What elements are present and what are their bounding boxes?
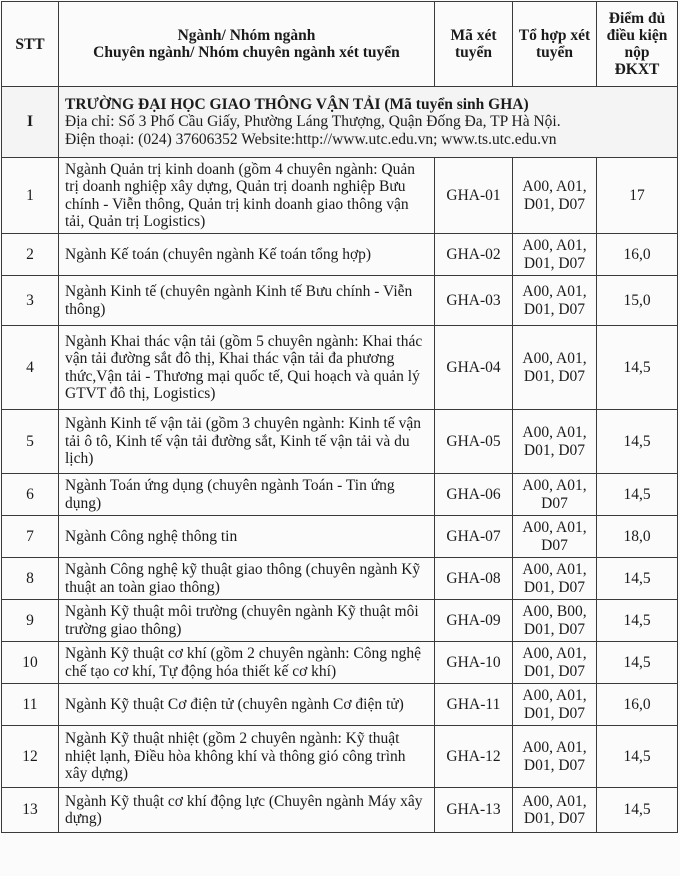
row-subject-combination: A00, A01, D01, D07 bbox=[513, 410, 597, 474]
row-min-score: 14,5 bbox=[597, 642, 678, 684]
row-major-description: Ngành Kỹ thuật môi trường (chuyên ngành Kỹ thuật môi trường giao thông) bbox=[59, 600, 435, 642]
row-stt: 9 bbox=[2, 600, 59, 642]
row-major-description: Ngành Kinh tế (chuyên ngành Kinh tế Bưu chính - Viễn thông) bbox=[59, 276, 435, 326]
table-row bbox=[2, 516, 678, 558]
school-row bbox=[2, 87, 678, 158]
row-stt: 2 bbox=[2, 234, 59, 276]
table-row bbox=[2, 234, 678, 276]
row-stt: 5 bbox=[2, 410, 59, 474]
header-major-line2: Chuyên ngành/ Nhóm chuyên ngành xét tuyển bbox=[93, 44, 400, 61]
row-major-description: Ngành Toán ứng dụng (chuyên ngành Toán - Tin ứng dụng) bbox=[59, 474, 435, 516]
row-subject-combination: A00, B00, D01, D07 bbox=[513, 600, 597, 642]
row-major-description: Ngành Kỹ thuật Cơ điện tử (chuyên ngành Cơ điện tử) bbox=[59, 684, 435, 726]
row-stt: 13 bbox=[2, 788, 59, 833]
table-row bbox=[2, 158, 678, 234]
school-name: TRƯỜNG ĐẠI HỌC GIAO THÔNG VẬN TẢI (Mã tuyển sinh GHA) bbox=[65, 95, 529, 113]
header-major bbox=[59, 2, 435, 87]
school-info bbox=[59, 87, 678, 158]
row-code: GHA-06 bbox=[435, 474, 513, 516]
row-subject-combination: A00, A01, D01, D07 bbox=[513, 788, 597, 833]
table-row bbox=[2, 276, 678, 326]
row-min-score: 14,5 bbox=[597, 558, 678, 600]
row-min-score: 16,0 bbox=[597, 234, 678, 276]
row-subject-combination: A00, A01, D01, D07 bbox=[513, 158, 597, 234]
row-stt: 3 bbox=[2, 276, 59, 326]
row-stt: 6 bbox=[2, 474, 59, 516]
row-major-description: Ngành Công nghệ thông tin bbox=[59, 516, 435, 558]
row-subject-combination: A00, A01, D01, D07 bbox=[513, 726, 597, 788]
row-min-score: 16,0 bbox=[597, 684, 678, 726]
row-code: GHA-04 bbox=[435, 326, 513, 410]
row-stt: 7 bbox=[2, 516, 59, 558]
row-stt: 10 bbox=[2, 642, 59, 684]
table-row bbox=[2, 558, 678, 600]
table-row bbox=[2, 642, 678, 684]
row-subject-combination: A00, A01, D01, D07 bbox=[513, 558, 597, 600]
row-min-score: 14,5 bbox=[597, 410, 678, 474]
row-min-score: 14,5 bbox=[597, 726, 678, 788]
row-code: GHA-13 bbox=[435, 788, 513, 833]
header-stt: STT bbox=[2, 2, 59, 87]
row-code: GHA-07 bbox=[435, 516, 513, 558]
row-major-description: Ngành Kế toán (chuyên ngành Kế toán tổng hợp) bbox=[59, 234, 435, 276]
table-row bbox=[2, 788, 678, 833]
row-stt: 12 bbox=[2, 726, 59, 788]
row-subject-combination: A00, A01, D01, D07 bbox=[513, 276, 597, 326]
row-stt: 4 bbox=[2, 326, 59, 410]
row-subject-combination: A00, A01, D01, D07 bbox=[513, 684, 597, 726]
row-subject-combination: A00, A01, D07 bbox=[513, 474, 597, 516]
row-min-score: 14,5 bbox=[597, 474, 678, 516]
row-min-score: 15,0 bbox=[597, 276, 678, 326]
row-subject-combination: A00, A01, D01, D07 bbox=[513, 642, 597, 684]
row-code: GHA-10 bbox=[435, 642, 513, 684]
row-stt: 1 bbox=[2, 158, 59, 234]
row-major-description: Ngành Công nghệ kỹ thuật giao thông (chuyên ngành Kỹ thuật an toàn giao thông) bbox=[59, 558, 435, 600]
row-code: GHA-08 bbox=[435, 558, 513, 600]
row-major-description: Ngành Quản trị kinh doanh (gồm 4 chuyên ngành: Quản trị doanh nghiệp xây dựng, Quản trị doanh nghiệp Bưu chính - Viễn thông, Quản trị kinh doanh giao thông vận tải, Quản trị Logistics) bbox=[59, 158, 435, 234]
header-combo: Tổ hợp xét tuyển bbox=[513, 2, 597, 87]
table-row bbox=[2, 410, 678, 474]
row-subject-combination: A00, A01, D07 bbox=[513, 516, 597, 558]
row-major-description: Ngành Kỹ thuật cơ khí động lực (Chuyên ngành Máy xây dựng) bbox=[59, 788, 435, 833]
row-code: GHA-11 bbox=[435, 684, 513, 726]
row-subject-combination: A00, A01, D01, D07 bbox=[513, 234, 597, 276]
row-code: GHA-03 bbox=[435, 276, 513, 326]
row-min-score: 17 bbox=[597, 158, 678, 234]
table-row bbox=[2, 600, 678, 642]
row-code: GHA-05 bbox=[435, 410, 513, 474]
row-subject-combination: A00, A01, D01, D07 bbox=[513, 326, 597, 410]
row-major-description: Ngành Kinh tế vận tải (gồm 3 chuyên ngành: Kinh tế vận tải ô tô, Kinh tế vận tải đường sắt, Kinh tế vận tải và du lịch) bbox=[59, 410, 435, 474]
row-code: GHA-01 bbox=[435, 158, 513, 234]
row-min-score: 14,5 bbox=[597, 600, 678, 642]
school-address: Địa chỉ: Số 3 Phố Cầu Giấy, Phường Láng Thượng, Quận Đống Đa, TP Hà Nội. bbox=[65, 113, 561, 131]
row-code: GHA-02 bbox=[435, 234, 513, 276]
row-stt: 8 bbox=[2, 558, 59, 600]
row-stt: 11 bbox=[2, 684, 59, 726]
header-code: Mã xét tuyển bbox=[435, 2, 513, 87]
row-min-score: 14,5 bbox=[597, 788, 678, 833]
header-major-line1: Ngành/ Nhóm ngành bbox=[177, 27, 316, 44]
admission-table bbox=[1, 1, 678, 833]
school-index: I bbox=[2, 87, 59, 158]
row-min-score: 14,5 bbox=[597, 326, 678, 410]
school-contact: Điện thoại: (024) 37606352 Website:http://www.utc.edu.vn; www.ts.utc.edu.vn bbox=[65, 130, 557, 148]
table-row bbox=[2, 474, 678, 516]
row-code: GHA-12 bbox=[435, 726, 513, 788]
row-major-description: Ngành Kỹ thuật nhiệt (gồm 2 chuyên ngành: Kỹ thuật nhiệt lạnh, Điều hòa không khí và thông gió công trình xây dựng) bbox=[59, 726, 435, 788]
table-row bbox=[2, 326, 678, 410]
header-row bbox=[2, 2, 678, 87]
row-major-description: Ngành Kỹ thuật cơ khí (gồm 2 chuyên ngành: Công nghệ chế tạo cơ khí, Tự động hóa thiết kế cơ khí) bbox=[59, 642, 435, 684]
header-score: Điểm đủ điều kiện nộp ĐKXT bbox=[597, 2, 678, 87]
row-major-description: Ngành Khai thác vận tải (gồm 5 chuyên ngành: Khai thác vận tải đường sắt đô thị, Khai thác vận tải đa phương thức,Vận tải - Thương mại quốc tế, Qui hoạch và quản lý GTVT đô thị, Logistics) bbox=[59, 326, 435, 410]
table-row bbox=[2, 726, 678, 788]
row-min-score: 18,0 bbox=[597, 516, 678, 558]
row-code: GHA-09 bbox=[435, 600, 513, 642]
table-row bbox=[2, 684, 678, 726]
